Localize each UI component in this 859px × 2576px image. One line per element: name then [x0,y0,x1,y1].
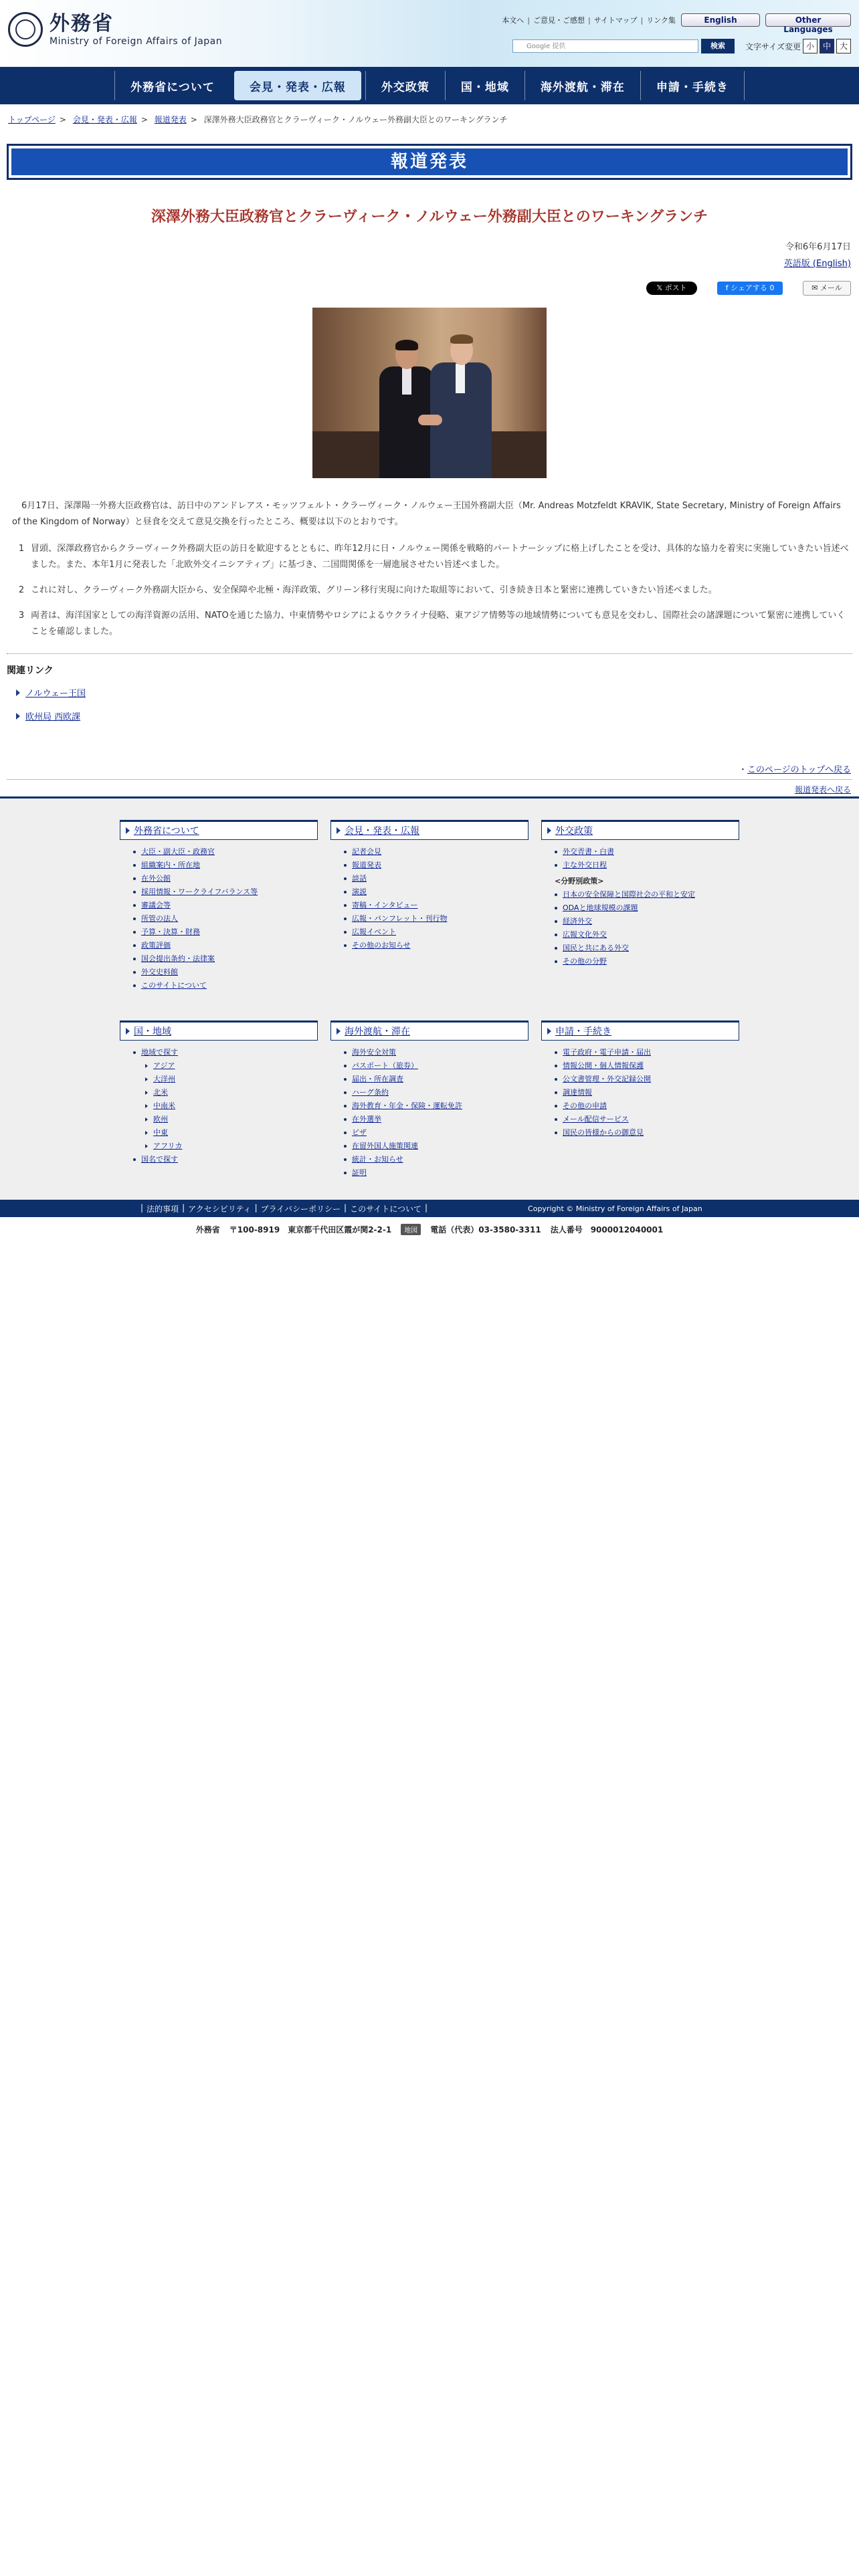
footer-sitemap-item[interactable]: 主な外交日程 [555,859,739,872]
font-size-small-button[interactable]: 小 [803,39,818,53]
bullet-icon [555,920,557,923]
bullet-icon [344,944,347,947]
footer-sitemap-item[interactable]: メール配信サービス [555,1113,739,1126]
bullet-icon [344,1158,347,1161]
bullet-icon [145,1104,148,1108]
related-links [16,686,859,722]
footer-sitemap-column [541,820,739,992]
footer-sitemap-item[interactable]: ハーグ条約 [344,1086,529,1099]
bullet-icon [145,1077,148,1081]
bullet-icon [344,1065,347,1067]
bullet-icon [344,891,347,893]
logo-title-en: Ministry of Foreign Affairs of Japan [50,36,223,47]
site-header [0,0,859,67]
feedback-link[interactable]: ご意見・ご感想 [533,16,585,25]
triangle-bullet-icon [126,1028,130,1035]
bullet-icon [555,1105,557,1107]
bullet-icon [344,1132,347,1134]
nav-countries[interactable]: 国・地域 [445,71,524,100]
footer-sitemap-item[interactable]: その他のお知らせ [344,939,529,952]
bullet-icon [555,960,557,963]
footer-sitemap-item[interactable]: 大臣・副大臣・政務官 [133,845,318,859]
facebook-share-button[interactable]: f シェアする 0 [717,282,783,295]
search-button[interactable]: 検索 [701,39,735,53]
photo-handshake [418,415,442,425]
triangle-bullet-icon [547,827,551,834]
footer-sitemap-column [120,1021,318,1180]
article-point: 1 冒頭、深澤政務官からクラーヴィーク外務副大臣の訪日を歓迎するとともに、昨年12月に日・ノルウェー関係を戦略的パートナーシップに格上げしたことを受け、具体的な協力を着実に実施していきたい旨述べました。また、本年1月に発表した「北欧外交イニシアティブ」に基づき、二国間関係を一層進展させたい旨述べました。 [18,544,849,570]
footer-address: 外務省 〒100-8919 東京都千代田区霞が関2-2-1 地図 電話（代表）03-3580-3311 法人番号 9000012040001 [195,1225,664,1235]
footer-sitemap-item[interactable]: 在留外国人施策関連 [344,1140,529,1153]
bullet-icon [344,1091,347,1094]
bullet-icon [344,1105,347,1107]
bullet-icon [555,1051,557,1054]
footer-sitemap-item[interactable]: 公文書管理・外交記録公開 [555,1073,739,1086]
footer-sitemap-item[interactable]: 国民と共にある外交 [555,942,739,955]
article-photo [312,308,547,478]
nav-travel[interactable]: 海外渡航・滞在 [524,71,640,100]
bullet-icon [145,1064,148,1068]
bullet-icon [555,947,557,950]
footer-sitemap-column [541,1021,739,1180]
bullet-icon [145,1091,148,1095]
footer-sitemap-item[interactable]: パスポート（旅券） [344,1059,529,1073]
related-link-item[interactable]: 欧州局 西欧課 [16,710,859,722]
english-button[interactable]: English [681,13,760,27]
article-date: 令和6年6月17日 [785,242,851,252]
footer-sitemap-item[interactable]: 在外公館 [133,872,318,885]
search-bar [512,39,851,53]
footer-sitemap-item[interactable]: このサイトについて [133,979,318,992]
breadcrumb-current: 深澤外務大臣政務官とクラーヴィーク・ノルウェー外務副大臣とのワーキングランチ [203,115,508,124]
article-lead: 6月17日、深澤陽一外務大臣政務官は、訪日中のアンドレアス・モッツフェルト・クラーヴィーク・ノルウェー王国外務副大臣（Mr. Andreas Motzfeldt KRAVIK, State Secretary, Ministry of Foreign Affairs of the Kingdom of Norway）と昼食を交えて意見交換を行ったところ、概要は以下のとおりです。 [12,501,841,527]
triangle-bullet-icon [547,1028,551,1035]
share-buttons [0,281,851,296]
bullet-icon [145,1144,148,1148]
footer-sitemap-item[interactable]: アフリカ [145,1140,318,1153]
bullet-icon [555,893,557,896]
mofa-emblem-icon [8,12,43,47]
footer-sitemap-item[interactable]: 談話 [344,872,529,885]
footer-legal-link[interactable]: 法的事項 [147,1204,179,1214]
article-point: 3 両者は、海洋国家としての海洋資源の活用、NATOを通じた協力、中東情勢やロシアによるウクライナ侵略、東アジア情勢等の地域情勢についても意見を交わし、国際社会の諸課題について緊密に連携していくことを確認しました。 [18,611,846,637]
footer-sitemap-item[interactable]: 日本の安全保障と国際社会の平和と安定 [555,888,739,901]
footer-sitemap-heading[interactable]: 海外渡航・滞在 [330,1021,529,1041]
divider [7,653,852,654]
related-link-item[interactable]: ノルウェー王国 [16,686,859,699]
bullet-icon [555,1132,557,1134]
article-points [12,541,850,640]
footer-sitemap-heading[interactable]: 国・地域 [120,1021,318,1041]
x-post-button[interactable]: 𝕏 ポスト [646,282,697,295]
footer-sitemap-item[interactable]: 所管の法人 [133,912,318,926]
footer-sitemap-column [330,1021,529,1180]
footer-sitemap-item[interactable]: 電子政府・電子申請・届出 [555,1046,739,1059]
bullet-icon [133,958,136,960]
sitemap-link[interactable]: サイトマップ [593,16,638,25]
footer-sitemap-item[interactable]: 演説 [344,885,529,899]
bullet-icon [133,971,136,974]
bullet-icon [344,864,347,867]
footer-bar: | 法的事項 | アクセシビリティ | プライバシーポリシー | このサイトについて | Copyright © Ministry of Foreign Affairs of Japan [0,1200,859,1217]
footer-sitemap-item[interactable]: ODAと地球規模の課題 [555,901,739,915]
footer-sitemap-column [120,820,318,992]
bullet-icon [555,1091,557,1094]
bullet-icon [555,934,557,936]
copyright: Copyright © Ministry of Foreign Affairs of Japan [528,1204,702,1213]
article-title: 深澤外務大臣政務官とクラーヴィーク・ノルウェー外務副大臣とのワーキングランチ [151,209,708,225]
footer-sitemap-item[interactable]: 届出・所在調査 [344,1073,529,1086]
bullet-icon [344,1078,347,1081]
font-size-medium-button[interactable]: 中 [820,39,834,53]
bullet-icon [133,904,136,907]
bullet-icon [133,877,136,880]
bullet-icon [344,931,347,934]
footer-about-link[interactable]: このサイトについて [350,1204,421,1214]
footer-sitemap-item[interactable]: 広報イベント [344,926,529,939]
footer-sitemap-heading[interactable]: 申請・手続き [541,1021,739,1041]
footer-sitemap-item[interactable]: 国名で探す [133,1153,318,1166]
footer-sitemap-heading[interactable]: 会見・発表・広報 [330,820,529,840]
mail-share-button[interactable]: ✉ メール [803,281,851,296]
footer-sitemap-item[interactable]: 報道発表 [344,859,529,872]
triangle-bullet-icon [16,713,20,720]
footer-sitemap-item[interactable]: 外交史料館 [133,966,318,979]
related-links-title: 関連リンク [7,665,54,676]
bullet-icon [133,891,136,893]
section-heading-box [7,144,852,180]
nav-procedures[interactable]: 申請・手続き [640,71,745,100]
footer-accessibility-link[interactable]: アクセシビリティ [188,1204,252,1214]
footer-sitemap-item[interactable]: 広報文化外交 [555,928,739,942]
bullet-icon [344,1118,347,1121]
footer-sitemap-item[interactable]: 情報公開・個人情報保護 [555,1059,739,1073]
bullet-icon [344,904,347,907]
footer-sitemap-item[interactable]: 広報・パンフレット・刊行物 [344,912,529,926]
bullet-icon [555,851,557,853]
footer-sitemap-item[interactable]: 寄稿・インタビュー [344,899,529,912]
footer-sitemap-item[interactable]: 欧州 [145,1113,318,1126]
bullet-icon [133,1158,136,1161]
footer-sitemap-item[interactable]: 証明 [344,1166,529,1180]
footer-sitemap-item[interactable]: 大洋州 [145,1073,318,1086]
skip-to-content-link[interactable]: 本文へ [502,16,524,25]
font-size-large-button[interactable]: 大 [836,39,851,53]
footer-sitemap-item[interactable]: 経済外交 [555,915,739,928]
footer-sitemap-item[interactable]: 地域で探す [133,1046,318,1059]
footer-sitemap-item[interactable]: 組織案内・所在地 [133,859,318,872]
bullet-icon [133,1051,136,1054]
bullet-icon [133,864,136,867]
bullet-icon [555,1065,557,1067]
footer-sitemap-item[interactable]: 調達情報 [555,1086,739,1099]
bullet-icon [344,851,347,853]
bullet-icon [555,1078,557,1081]
bullet-icon [344,1172,347,1174]
footer-sitemap-item[interactable]: その他の分野 [555,955,739,968]
footer-sitemap-heading[interactable]: 外務省について [120,820,318,840]
footer-sitemap-item[interactable]: 海外安全対策 [344,1046,529,1059]
footer-sitemap-item[interactable]: アジア [145,1059,318,1073]
footer-sitemap-item: <分野別政策> [555,877,604,885]
bullet-icon [344,877,347,880]
article-point: 2 これに対し、クラーヴィーク外務副大臣から、安全保障や北極・海洋政策、グリーン移行実現に向けた取組等において、引き続き日本と緊密に連携していきたい旨述べました。 [18,585,717,595]
english-version-link[interactable]: 英語版 (English) [783,259,851,269]
bullet-icon [145,1117,148,1121]
triangle-bullet-icon [16,689,20,696]
breadcrumb-home[interactable]: トップページ [8,115,56,124]
map-link[interactable]: 地図 [401,1224,421,1235]
logo-title-jp: 外務省 [50,12,114,35]
nav-press[interactable]: 会見・発表・広報 [234,71,361,100]
triangle-bullet-icon [126,827,130,834]
bullet-icon [344,1145,347,1148]
bullet-icon [145,1131,148,1135]
bullet-icon [344,1051,347,1054]
footer-sitemap-item[interactable]: 予算・決算・財務 [133,926,318,939]
site-logo[interactable] [8,12,222,47]
footer-sitemap-item[interactable]: 統計・お知らせ [344,1153,529,1166]
footer-sitemap-item[interactable]: 審議会等 [133,899,318,912]
footer-sitemap-item[interactable]: 中東 [145,1126,318,1140]
photo-person-right [430,336,492,478]
bullet-icon [133,918,136,920]
footer-sitemap-item[interactable]: 在外選挙 [344,1113,529,1126]
footer-sitemap-item[interactable]: 国民の皆様からの御意見 [555,1126,739,1140]
footer-sitemap-item[interactable]: 北米 [145,1086,318,1099]
section-heading: 報道発表 [11,148,848,175]
other-languages-button[interactable]: Other Languages [765,13,851,27]
links-link[interactable]: リンク集 [646,16,676,25]
bullet-icon [133,944,136,947]
footer-sitemap-column [330,820,529,992]
breadcrumb: トップページ > 会見・発表・広報 > 報道発表 > 深澤外務大臣政務官とクラーヴィーク・ノルウェー外務副大臣とのワーキングランチ [8,115,508,124]
back-to-releases-link[interactable]: 報道発表へ戻る [794,785,851,794]
footer-sitemap-item[interactable]: 記者会見 [344,845,529,859]
bullet-icon [133,851,136,853]
search-input[interactable]: Google 提供 [512,39,698,53]
nav-policy[interactable]: 外交政策 [365,71,445,100]
bullet-icon [555,864,557,867]
footer-privacy-link[interactable]: プライバシーポリシー [260,1204,341,1214]
font-size-label: 文字サイズ変更 [745,41,801,51]
footer-sitemap-item[interactable]: 外交青書・白書 [555,845,739,859]
bullet-icon [133,984,136,987]
footer-sitemap [0,796,859,1200]
back-to-top-link[interactable]: このページのトップへ戻る [747,765,851,775]
breadcrumb-press[interactable]: 会見・発表・広報 [72,115,137,124]
footer-sitemap-item[interactable]: その他の申請 [555,1099,739,1113]
bullet-icon [555,1118,557,1121]
footer-sitemap-item[interactable]: 採用情報・ワークライフバランス等 [133,885,318,899]
photo-person-left [379,341,434,478]
footer-sitemap-item[interactable]: 政策評価 [133,939,318,952]
breadcrumb-releases[interactable]: 報道発表 [154,115,187,124]
header-utility-links: 本文へ | ご意見・ご感想 | サイトマップ | リンク集 English Other Languages [502,13,851,27]
footer-sitemap-item[interactable]: 海外教育・年金・保険・運転免許 [344,1099,529,1113]
footer-sitemap-item[interactable]: 国会提出条約・法律案 [133,952,318,966]
divider [7,779,852,780]
bullet-icon [344,918,347,920]
footer-sitemap-item[interactable]: 中南米 [145,1099,318,1113]
footer-sitemap-item[interactable]: ビザ [344,1126,529,1140]
triangle-bullet-icon [337,827,341,834]
bullet-icon [133,931,136,934]
triangle-bullet-icon [337,1028,341,1035]
global-nav [0,67,859,104]
bullet-icon [555,907,557,909]
nav-about[interactable]: 外務省について [114,71,230,100]
footer-sitemap-heading[interactable]: 外交政策 [541,820,739,840]
